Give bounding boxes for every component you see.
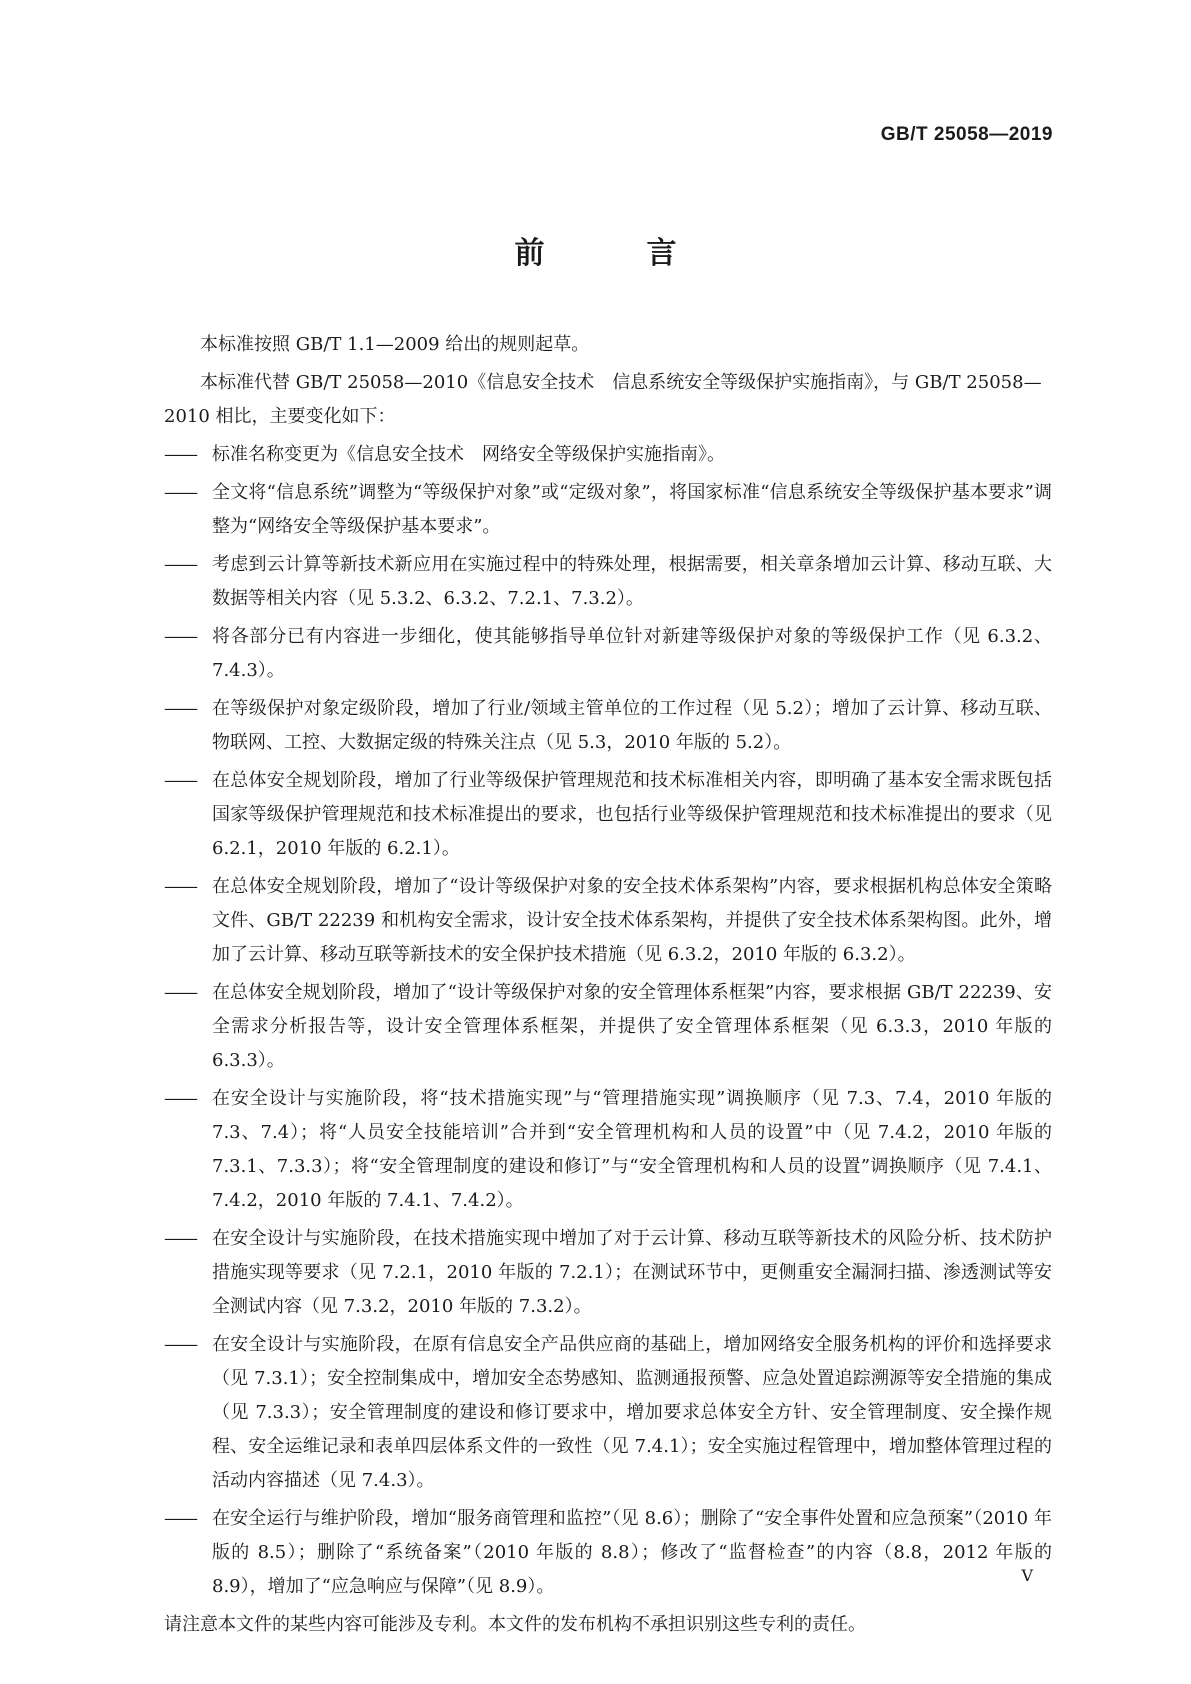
dash-marker: ——	[164, 482, 196, 503]
list-item	[164, 620, 1052, 688]
list-item	[164, 976, 1052, 1078]
list-item	[164, 1502, 1052, 1604]
dash-marker: ——	[164, 1508, 196, 1529]
list-item	[164, 1328, 1052, 1498]
list-item-text: 在等级保护对象定级阶段，增加了行业/领域主管单位的工作过程（见 5.2）；增加了云计算、移动互联、物联网、工控、大数据定级的特殊关注点（见 5.3，2010 年版的 5.2）。	[212, 698, 1052, 753]
list-item-text: 在安全运行与维护阶段，增加“服务商管理和监控”（见 8.6）；删除了“安全事件处置和应急预案”（2010 年版的 8.5）；删除了“系统备案”（2010 年版的 8.8）；修改了“监督检查”的内容（8.8，2012 年版的 8.9），增加了“应急响应与保障”（见 8.9）。	[212, 1508, 1052, 1597]
list-item-text: 在总体安全规划阶段，增加了“设计等级保护对象的安全管理体系框架”内容，要求根据 GB/T 22239、安全需求分析报告等，设计安全管理体系框架，并提供了安全管理体系框架（见 6.3.3，2010 年版的 6.3.3）。	[212, 982, 1052, 1071]
patent-notice: 请注意本文件的某些内容可能涉及专利。本文件的发布机构不承担识别这些专利的责任。	[164, 1614, 866, 1635]
dash-marker: ——	[164, 626, 196, 647]
dash-marker: ——	[164, 1228, 196, 1249]
dash-marker: ——	[164, 982, 196, 1003]
list-item-text: 在安全设计与实施阶段，在原有信息安全产品供应商的基础上，增加网络安全服务机构的评价和选择要求（见 7.3.1）；安全控制集成中，增加安全态势感知、监测通报预警、应急处置追踪溯源等安全措施的集成（见 7.3.3）；安全管理制度的建设和修订要求中，增加要求总体安全方针、安全管理制度、安全操作规程、安全运维记录和表单四层体系文件的一致性（见 7.4.1）；安全实施过程管理中，增加整体管理过程的活动内容描述（见 7.4.3）。	[212, 1334, 1052, 1491]
list-item	[164, 1082, 1052, 1218]
list-item	[164, 1222, 1052, 1324]
list-item-text: 全文将“信息系统”调整为“等级保护对象”或“定级对象”，将国家标准“信息系统安全等级保护基本要求”调整为“网络安全等级保护基本要求”。	[212, 482, 1052, 537]
intro-paragraph-1: 本标准按照 GB/T 1.1—2009 给出的规则起草。	[200, 334, 590, 355]
standard-number: GB/T 25058—2019	[880, 124, 1053, 145]
changes-list	[164, 438, 1052, 1604]
intro-paragraph-2: 本标准代替 GB/T 25058—2010《信息安全技术 信息系统安全等级保护实施指南》，与 GB/T 25058—2010 相比，主要变化如下：	[164, 372, 1042, 427]
dash-marker: ——	[164, 1088, 196, 1109]
list-item	[164, 476, 1052, 544]
page-title: 前 言	[514, 236, 713, 271]
list-item-text: 标准名称变更为《信息安全技术 网络安全等级保护实施指南》。	[212, 444, 725, 465]
list-item	[164, 764, 1052, 866]
dash-marker: ——	[164, 444, 196, 465]
list-item	[164, 870, 1052, 972]
list-item	[164, 548, 1052, 616]
list-item-text: 在安全设计与实施阶段，在技术措施实现中增加了对于云计算、移动互联等新技术的风险分析、技术防护措施实现等要求（见 7.2.1，2010 年版的 7.2.1）；在测试环节中，更侧重安全漏洞扫描、渗透测试等安全测试内容（见 7.3.2，2010 年版的 7.3.2）。	[212, 1228, 1052, 1317]
list-item-text: 在总体安全规划阶段，增加了“设计等级保护对象的安全技术体系架构”内容，要求根据机构总体安全策略文件、GB/T 22239 和机构安全需求，设计安全技术体系架构，并提供了安全技术体系架构图。此外，增加了云计算、移动互联等新技术的安全保护技术措施（见 6.3.2，2010 年版的 6.3.2）。	[212, 876, 1052, 965]
dash-marker: ——	[164, 698, 196, 719]
page-number: V	[1021, 1566, 1033, 1585]
list-item-text: 将各部分已有内容进一步细化，使其能够指导单位针对新建等级保护对象的等级保护工作（见 6.3.2、7.4.3）。	[212, 626, 1052, 681]
dash-marker: ——	[164, 876, 196, 897]
dash-marker: ——	[164, 554, 196, 575]
list-item	[164, 692, 1052, 760]
list-item	[164, 438, 1052, 472]
list-item-text: 考虑到云计算等新技术新应用在实施过程中的特殊处理，根据需要，相关章条增加云计算、移动互联、大数据等相关内容（见 5.3.2、6.3.2、7.2.1、7.3.2）。	[212, 554, 1052, 609]
list-item-text: 在安全设计与实施阶段，将“技术措施实现”与“管理措施实现”调换顺序（见 7.3、7.4，2010 年版的 7.3、7.4）；将“人员安全技能培训”合并到“安全管理机构和人员的设置”中（见 7.4.2，2010 年版的 7.3.1、7.3.3）；将“安全管理制度的建设和修订”与“安全管理机构和人员的设置”调换顺序（见 7.4.1、7.4.2，2010 年版的 7.4.1、7.4.2）。	[212, 1088, 1052, 1211]
preface-body	[164, 328, 1052, 1646]
dash-marker: ——	[164, 770, 196, 791]
list-item-text: 在总体安全规划阶段，增加了行业等级保护管理规范和技术标准相关内容，即明确了基本安全需求既包括国家等级保护管理规范和技术标准提出的要求，也包括行业等级保护管理规范和技术标准提出的要求（见 6.2.1，2010 年版的 6.2.1）。	[212, 770, 1052, 859]
dash-marker: ——	[164, 1334, 196, 1355]
